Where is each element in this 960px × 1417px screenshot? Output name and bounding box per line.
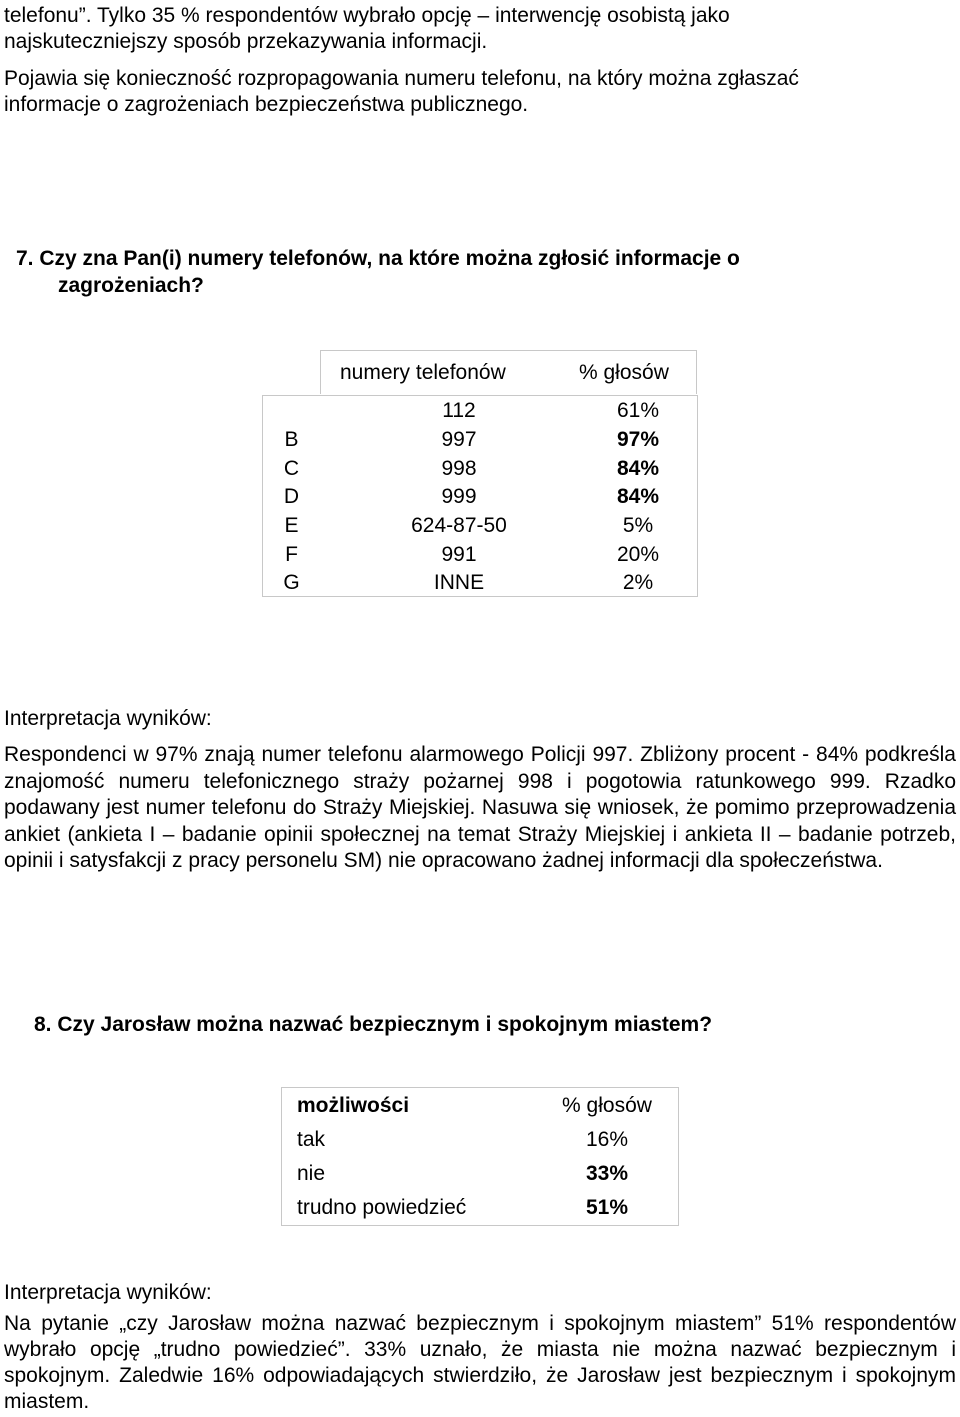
- table-row: [282, 1157, 678, 1191]
- table-row: [263, 511, 697, 540]
- intro-line-1: telefonu”. Tylko 35 % respondentów wybrało opcję – interwencję osobistą jako: [4, 4, 730, 27]
- question-8-heading: 8. Czy Jarosław można nazwać bezpiecznym i spokojnym miastem?: [34, 1013, 713, 1036]
- safety-table: [281, 1087, 679, 1226]
- phone-table-header: [320, 350, 697, 394]
- row-letter: G: [283, 571, 300, 594]
- row-option: nie: [297, 1162, 326, 1185]
- row-letter: F: [285, 543, 298, 566]
- table-row: [263, 454, 697, 483]
- phone-table-col-percent: % głosów: [579, 361, 669, 384]
- row-percent: 84%: [616, 457, 660, 480]
- row-option: trudno powiedzieć: [297, 1196, 467, 1219]
- row-option: tak: [297, 1128, 326, 1151]
- row-percent: 2%: [622, 571, 654, 594]
- row-letter: E: [284, 514, 299, 537]
- intro-paragraph-2-line-1: Pojawia się konieczność rozpropagowania numeru telefonu, na który można zgłaszać: [4, 67, 799, 90]
- q7-interpretation-text: Respondenci w 97% znają numer telefonu alarmowego Policji 997. Zbliżony procent - 84% podkreśla znajomość numeru telefonicznego straży pożarnej 998 i pogotowia ratunkowego 999. Rzadko podawany jest numer telefonu do Straży Miejskiej. Nasuwa się wniosek, że pomimo przeprowadzenia ankiet (ankieta I – badanie opinii społecznej na temat Straży Miejskiej i ankieta II – badanie potrzeb, opinii i satysfakcji z pracy personelu SM) nie opracowano żadnej informacji dla społeczeństwa.: [4, 743, 956, 872]
- row-percent: 51%: [585, 1196, 629, 1219]
- table-row: [282, 1123, 678, 1157]
- safety-table-col-percent: % głosów: [562, 1094, 652, 1117]
- row-percent: 61%: [616, 399, 660, 422]
- row-letter: D: [283, 485, 300, 508]
- row-percent: 33%: [585, 1162, 629, 1185]
- table-row: [263, 540, 697, 569]
- phone-table-col-number: numery telefonów: [340, 361, 506, 384]
- row-number: 999: [441, 485, 477, 508]
- table-row: [263, 482, 697, 511]
- row-number: INNE: [433, 571, 485, 594]
- row-number: 991: [441, 543, 477, 566]
- row-percent: 5%: [622, 514, 654, 537]
- row-number: 998: [441, 457, 477, 480]
- q8-interpretation-label: Interpretacja wyników:: [4, 1281, 212, 1304]
- q8-interpretation-text: Na pytanie „czy Jarosław można nazwać bezpiecznym i spokojnym miastem” 51% respondentów wybrało opcję „trudno powiedzieć”. 33% uznało, że miasta nie można nazwać bezpiecznym i spokojnym. Zaledwie 16% odpowiadających stwierdziło, że Jarosław jest bezpiecznym i spokojnym miastem.: [4, 1312, 956, 1413]
- row-number: 997: [441, 428, 477, 451]
- row-percent: 20%: [616, 543, 660, 566]
- table-row: [263, 396, 697, 425]
- row-letter: B: [284, 428, 299, 451]
- table-header-row: [282, 1089, 678, 1123]
- intro-paragraph-2-line-2: informacje o zagrożeniach bezpieczeństwa publicznego.: [4, 93, 529, 116]
- safety-table-col-option: możliwości: [297, 1094, 410, 1117]
- row-percent: 16%: [585, 1128, 629, 1151]
- table-row: [263, 568, 697, 597]
- row-number: 112: [442, 399, 476, 422]
- row-percent: 97%: [616, 428, 660, 451]
- row-percent: 84%: [616, 485, 660, 508]
- intro-line-2: najskuteczniejszy sposób przekazywania informacji.: [4, 30, 488, 53]
- question-7-heading: 7. Czy zna Pan(i) numery telefonów, na które można zgłosić informacje o: [16, 247, 740, 270]
- question-7-heading-cont: zagrożeniach?: [58, 274, 204, 297]
- table-row: [263, 425, 697, 454]
- row-letter: C: [283, 457, 300, 480]
- row-number: 624-87-50: [411, 514, 507, 537]
- phone-table: [262, 395, 698, 597]
- table-row: [282, 1191, 678, 1225]
- q7-interpretation-label: Interpretacja wyników:: [4, 707, 212, 730]
